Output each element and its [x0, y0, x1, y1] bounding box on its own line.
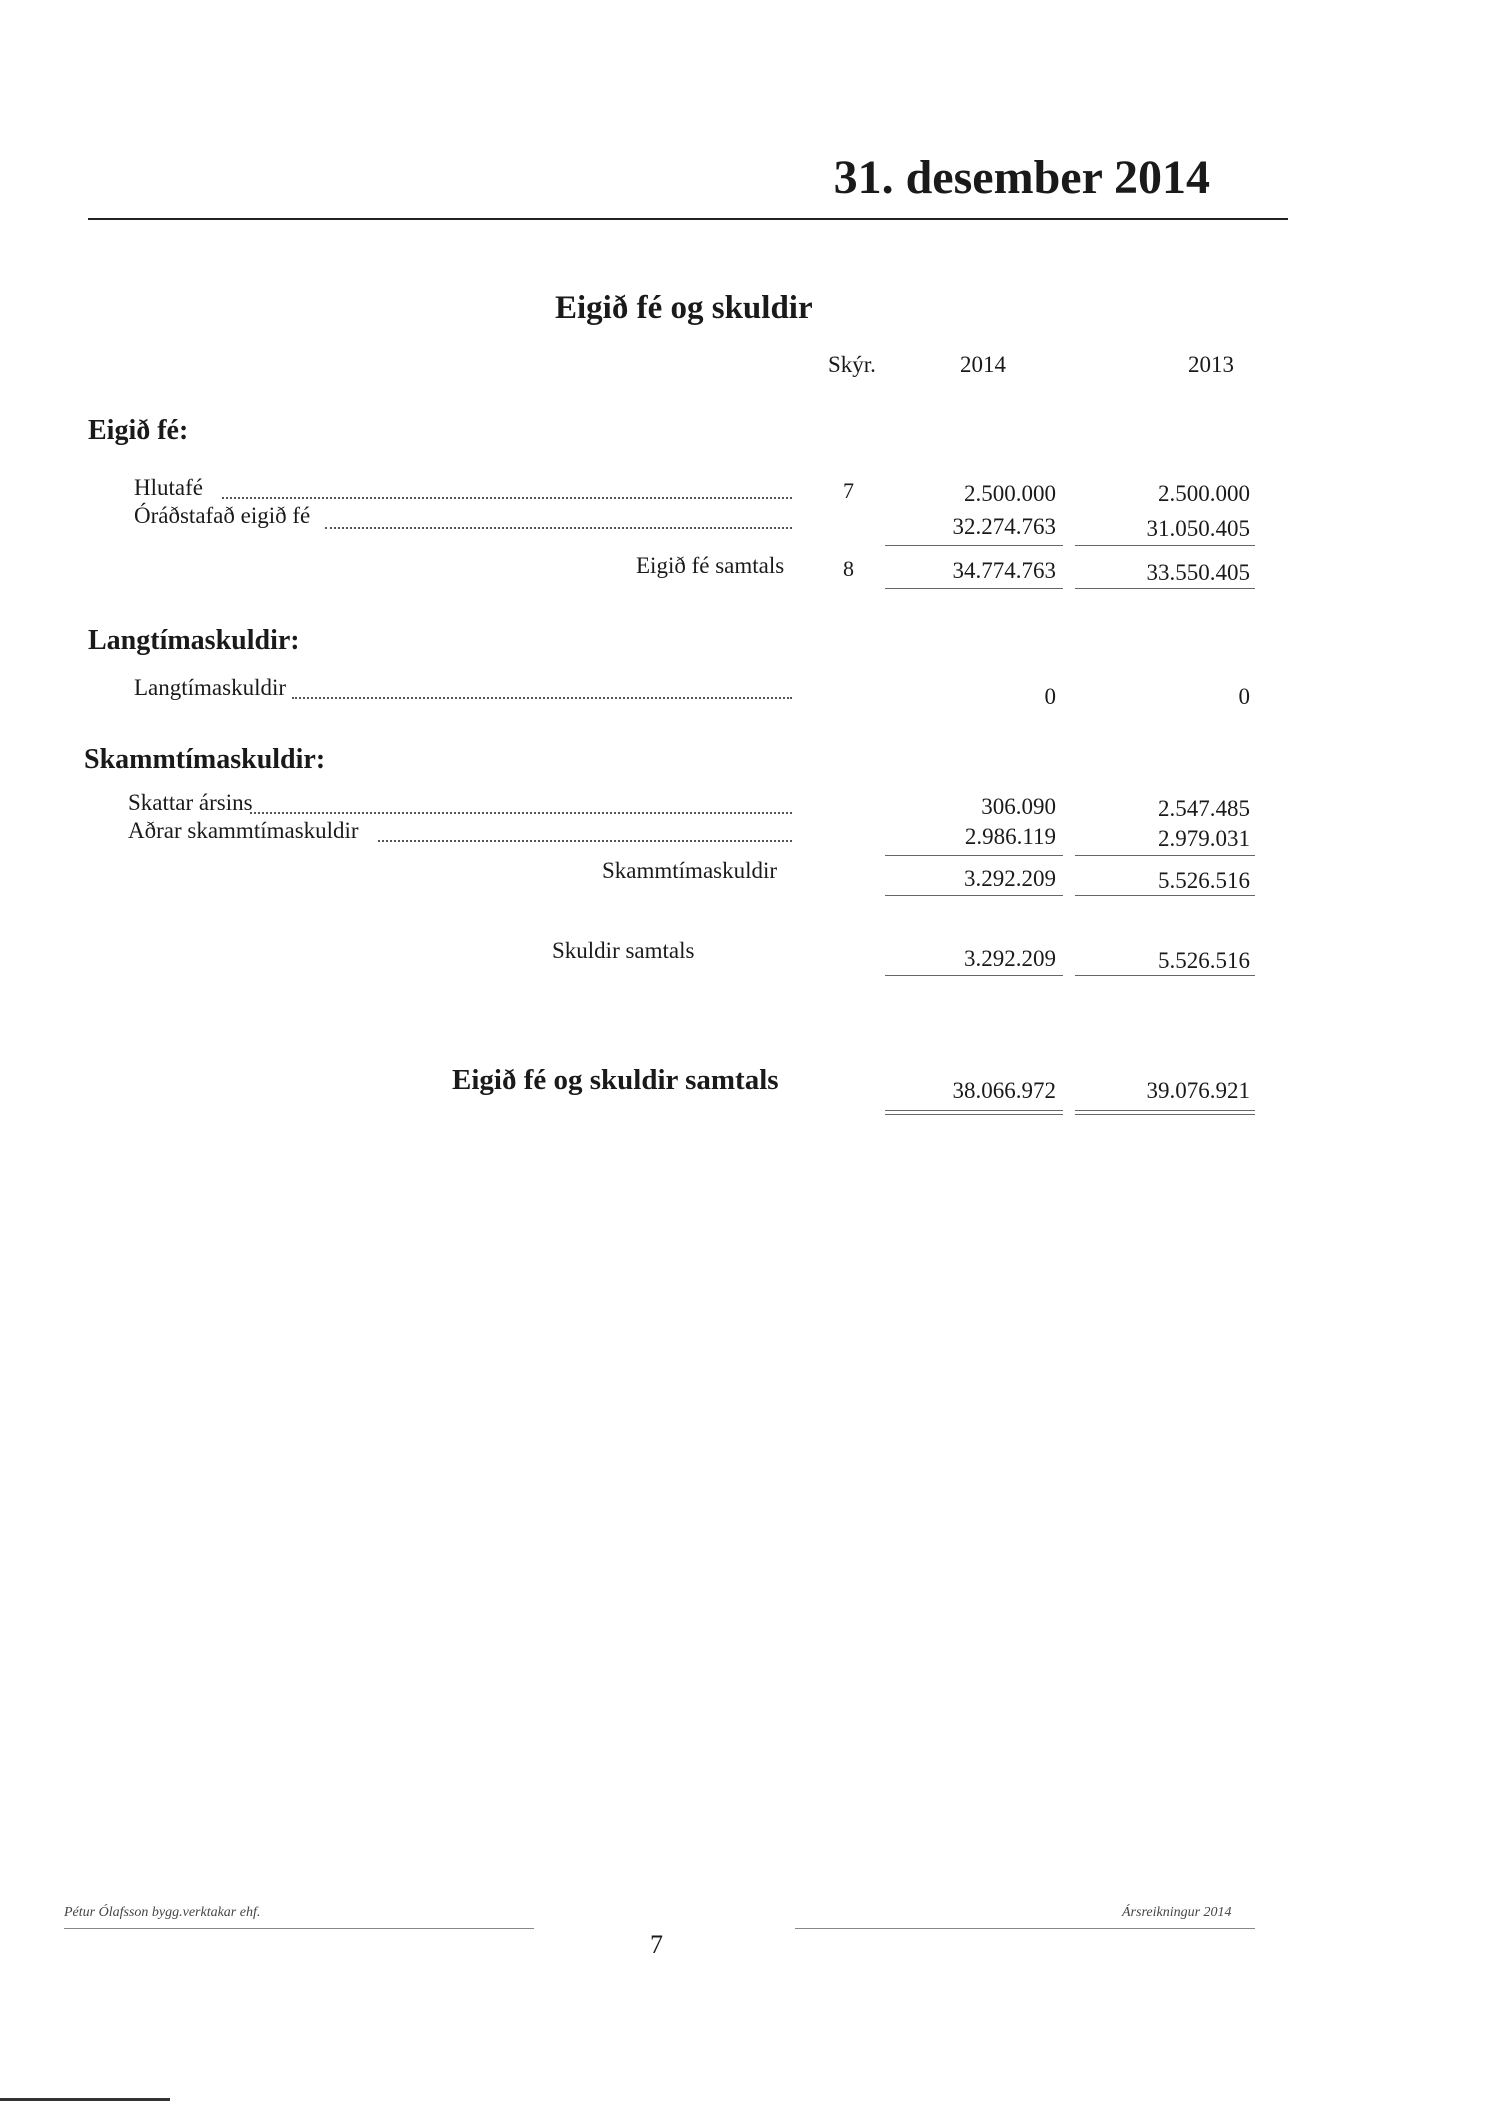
value-2014-hlutafe: 2.500.000 — [964, 481, 1056, 506]
value-2014-skattar: 306.090 — [981, 794, 1056, 819]
subtotal-rule — [1075, 855, 1255, 856]
liabilities-total-2014: 3.292.209 — [964, 946, 1056, 971]
total-rule — [1075, 895, 1255, 896]
value-2013-skattar: 2.547.485 — [1158, 796, 1250, 821]
dot-leader — [378, 840, 792, 842]
total-rule — [885, 895, 1063, 896]
short-term-total-2014: 3.292.209 — [964, 866, 1056, 891]
value-2014-oradstafad: 32.274.763 — [952, 514, 1056, 539]
subtotal-rule — [1075, 545, 1255, 546]
value-2013-adrar: 2.979.031 — [1158, 826, 1250, 851]
dot-leader — [250, 812, 792, 814]
footer-company: Pétur Ólafsson bygg.verktakar ehf. — [64, 1905, 261, 1920]
equity-total-2013: 33.550.405 — [1146, 560, 1250, 585]
value-2013-oradstafad: 31.050.405 — [1146, 516, 1250, 541]
liabilities-total-label: Skuldir samtals — [552, 938, 695, 963]
title-underline — [88, 218, 1288, 220]
total-rule — [1075, 588, 1255, 589]
dot-leader — [222, 497, 792, 499]
row-label-adrar: Aðrar skammtímaskuldir — [128, 818, 359, 843]
column-header-2013: 2013 — [1188, 352, 1234, 377]
row-label-hlutafe: Hlutafé — [134, 475, 203, 500]
grand-total-double-rule — [885, 1110, 1063, 1115]
value-2014-langtimaskuldir: 0 — [1044, 684, 1056, 709]
row-label-oradstafad: Óráðstafað eigið fé — [134, 503, 311, 528]
total-rule — [885, 588, 1063, 589]
row-note-hlutafe: 7 — [843, 478, 854, 503]
row-label-skattar: Skattar ársins — [128, 790, 253, 815]
equity-total-label: Eigið fé samtals — [636, 553, 785, 578]
value-2013-hlutafe: 2.500.000 — [1158, 481, 1250, 506]
footer-rule-left — [64, 1928, 534, 1929]
section-subtitle: Eigið fé og skuldir — [555, 290, 813, 326]
column-header-2014: 2014 — [960, 352, 1006, 377]
equity-total-note: 8 — [843, 556, 854, 581]
value-2013-langtimaskuldir: 0 — [1238, 684, 1250, 709]
footer-rule-right — [795, 1928, 1255, 1929]
dot-leader — [325, 527, 792, 529]
row-label-langtimaskuldir: Langtímaskuldir — [134, 675, 287, 700]
value-2014-adrar: 2.986.119 — [964, 824, 1056, 849]
total-rule — [1075, 975, 1255, 976]
short-term-total-label: Skammtímaskuldir — [602, 858, 778, 883]
footer-report-title: Ársreikningur 2014 — [1122, 1905, 1232, 1920]
long-term-section-heading: Langtímaskuldir: — [88, 625, 300, 656]
grand-total-2013: 39.076.921 — [1146, 1078, 1250, 1103]
total-rule — [885, 975, 1063, 976]
subtotal-rule — [885, 855, 1063, 856]
grand-total-2014: 38.066.972 — [952, 1078, 1056, 1103]
dot-leader — [292, 697, 792, 699]
liabilities-total-2013: 5.526.516 — [1158, 948, 1250, 973]
equity-total-2014: 34.774.763 — [952, 558, 1056, 583]
column-header-note: Skýr. — [828, 352, 876, 377]
page-title: 31. desember 2014 — [833, 151, 1210, 204]
grand-total-double-rule — [1075, 1110, 1255, 1115]
grand-total-label: Eigið fé og skuldir samtals — [452, 1064, 779, 1096]
equity-section-heading: Eigið fé: — [88, 415, 189, 446]
short-term-section-heading: Skammtímaskuldir: — [84, 744, 326, 775]
short-term-total-2013: 5.526.516 — [1158, 868, 1250, 893]
subtotal-rule — [885, 545, 1063, 546]
margin-mark — [0, 2098, 170, 2101]
page-number: 7 — [650, 1930, 663, 1959]
